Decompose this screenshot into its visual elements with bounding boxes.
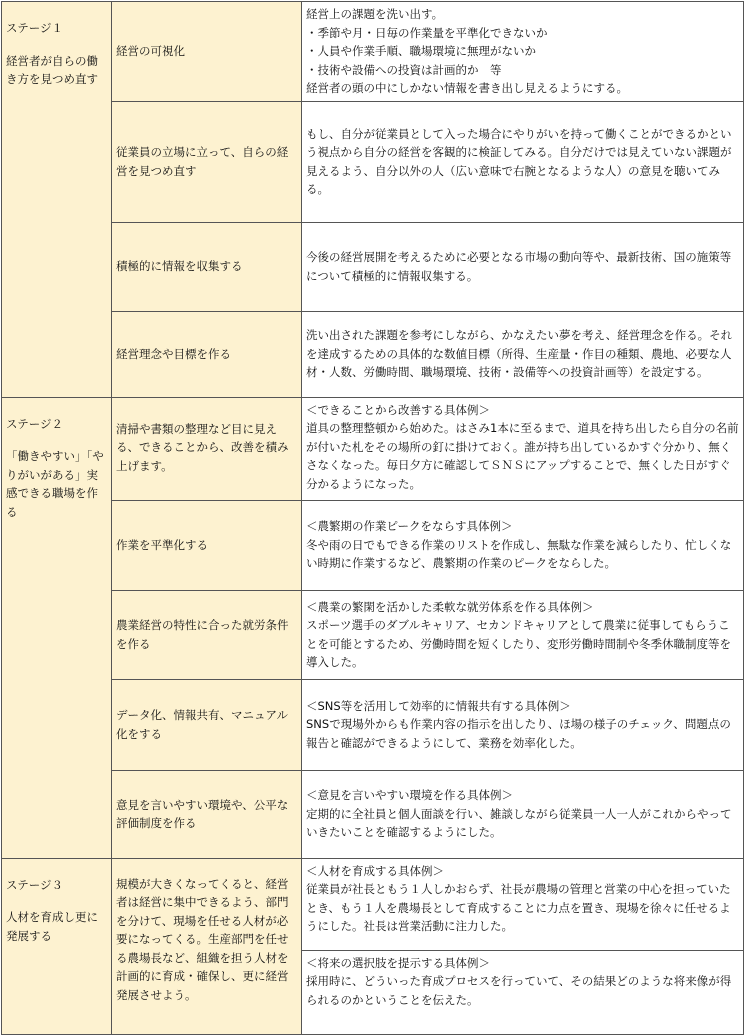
stage-2-desc-1 bbox=[302, 397, 744, 500]
table-row bbox=[2, 101, 744, 222]
desc-line: 経営上の課題を洗い出す。 bbox=[306, 7, 444, 21]
stage-2-subtitle: 「働きやすい」「やりがいがある」実感できる職場を作る bbox=[6, 449, 104, 519]
table-row bbox=[2, 397, 744, 500]
table-row bbox=[2, 311, 744, 397]
desc-line: 従業員が社長ともう１人しかおらず、社長が農場の管理と営業の中心を担っていたとき、もう１人を農場長として育成することに力点を置き、現場を徐々に任せるようにした。社長は営業活動に注力した。 bbox=[306, 882, 731, 933]
stage-2-cell bbox=[2, 397, 112, 858]
table-row bbox=[2, 500, 744, 590]
stage-2-topic-2: 作業を平準化する bbox=[112, 500, 302, 590]
stage-1-cell bbox=[2, 2, 112, 398]
table-row bbox=[2, 590, 744, 679]
stage-2-topic-4: データ化、情報共有、マニュアル化をする bbox=[112, 679, 302, 770]
desc-line: ＜農繁期の作業ピークをならす具体例＞ bbox=[306, 519, 513, 534]
table-row bbox=[2, 2, 744, 102]
stage-1-desc-1 bbox=[302, 2, 744, 102]
desc-line: ＜意見を言いやすい環境を作る具体例＞ bbox=[306, 788, 513, 803]
guide-table bbox=[1, 1, 744, 1035]
desc-line: ・季節や月・日毎の作業量を平準化できないか bbox=[306, 25, 548, 40]
stage-2-desc-2 bbox=[302, 500, 744, 590]
stage-1-topic-4: 経営理念や目標を作る bbox=[112, 311, 302, 397]
desc-line: ＜将来の選択肢を提示する具体例＞ bbox=[306, 955, 490, 970]
stage-2-desc-4 bbox=[302, 679, 744, 770]
stage-2-desc-3 bbox=[302, 590, 744, 679]
stage-3-title: ステージ３ bbox=[6, 877, 64, 892]
desc-line: ＜できることから改善する具体例＞ bbox=[306, 402, 490, 417]
stage-3-desc-1 bbox=[302, 858, 744, 950]
stage-1-topic-2: 従業員の立場に立って、自らの経営を見つめ直す bbox=[112, 101, 302, 222]
stage-3-subtitle: 人材を育成し更に発展する bbox=[6, 910, 98, 943]
stage-2-desc-5 bbox=[302, 770, 744, 858]
stage-1-desc-2 bbox=[302, 101, 744, 222]
desc-line: ＜人材を育成する具体例＞ bbox=[306, 863, 444, 878]
stage-1-desc-3 bbox=[302, 222, 744, 311]
desc-line: スポーツ選手のダブルキャリア、セカンドキャリアとして農業に従事してもらうことを可能とするため、労働時間を短くしたり、変形労働時間制や冬季休職制度等を導入した。 bbox=[306, 618, 732, 669]
stage-1-desc-4 bbox=[302, 311, 744, 397]
desc-line: もし、自分が従業員として入った場合にやりがいを持って働くことができるかという視点から自分の経営を客観的に検証してみる。自分だけでは見えていない課題が見えるよう、自分以外の人（広い意味で右腕となるような人）の意見を聴いてみる。 bbox=[306, 126, 732, 196]
stage-3-cell bbox=[2, 858, 112, 1034]
stage-1-title: ステージ１ bbox=[6, 21, 64, 35]
desc-line: SNSで現場外からも作業内容の指示を出したり、ほ場の様子のチェック、問題点の報告と確認ができるようにして、業務を効率化した。 bbox=[306, 717, 731, 750]
desc-line: 洗い出された課題を参考にしながら、かなえたい夢を考え、経営理念を作る。それを達成するための具体的な数値目標（所得、生産量・作目の種類、農地、必要な人材・人数、労働時間、職場環境、技術・設備等への投資計画等）を設定する。 bbox=[306, 328, 733, 380]
table-row bbox=[2, 770, 744, 858]
stage-2-title: ステージ２ bbox=[6, 416, 64, 431]
desc-line: ・技術や設備への投資は計画的か 等 bbox=[306, 62, 502, 77]
desc-line: 採用時に、どういった育成プロセスを行っていて、その結果どのような将来像が得られるのかということを伝えた。 bbox=[306, 974, 732, 1007]
stage-3-desc-2 bbox=[302, 950, 744, 1034]
stage-1-topic-1: 経営の可視化 bbox=[112, 2, 302, 102]
desc-line: 今後の経営展開を考えるために必要となる市場の動向等や、最新技術、国の施策等について積極的に情報収集する。 bbox=[306, 250, 732, 283]
table-row bbox=[2, 222, 744, 311]
desc-line: 定期的に全社員と個人面談を行い、雑談しながら従業員一人一人がこれからやっていきたいことを確認するようにした。 bbox=[306, 806, 732, 840]
table-row bbox=[2, 679, 744, 770]
desc-line: 経営者の頭の中にしかない情報を書き出し見えるようにする。 bbox=[306, 81, 628, 95]
desc-line: ・人員や作業手順、職場環境に無理がないか bbox=[306, 44, 536, 58]
desc-line: ＜SNS等を活用して効率的に情報共有する具体例＞ bbox=[306, 698, 571, 713]
stage-1-subtitle: 経営者が自らの働き方を見つめ直す bbox=[6, 53, 98, 86]
stage-2-topic-1: 清掃や書類の整理など目に見える、できることから、改善を積み上げます。 bbox=[112, 397, 302, 500]
desc-line: 道具の整理整頓から始めた。はさみ1本に至るまで、道具を持ち出したら自分の名前が付いた札をその場所の釘に掛けておく。誰が持ち出しているかすぐ分かり、無くさなくなった。毎日夕方に確認してＳＮＳにアップすることで、無くした日がすぐ分かるようになった。 bbox=[306, 421, 739, 491]
stage-2-topic-3: 農業経営の特性に合った就労条件を作る bbox=[112, 590, 302, 679]
stage-2-topic-5: 意見を言いやすい環境や、公平な評価制度を作る bbox=[112, 770, 302, 858]
table-row bbox=[2, 858, 744, 950]
desc-line: 冬や雨の日でもできる作業のリストを作成し、無駄な作業を減らしたり、忙しくない時期に作業するなど、農繁期の作業のピークをならした。 bbox=[306, 537, 732, 571]
stage-3-topic: 規模が大きくなってくると、経営者は経営に集中できるよう、部門を分けて、現場を任せる人材が必要になってくる。生産部門を任せる農場長など、組織を担う人材を計画的に育成・確保し、更に経営発展させよう。 bbox=[112, 858, 302, 1034]
stage-1-topic-3: 積極的に情報を収集する bbox=[112, 222, 302, 311]
desc-line: ＜農業の繁閑を活かした柔軟な就労体系を作る具体例＞ bbox=[306, 599, 594, 614]
